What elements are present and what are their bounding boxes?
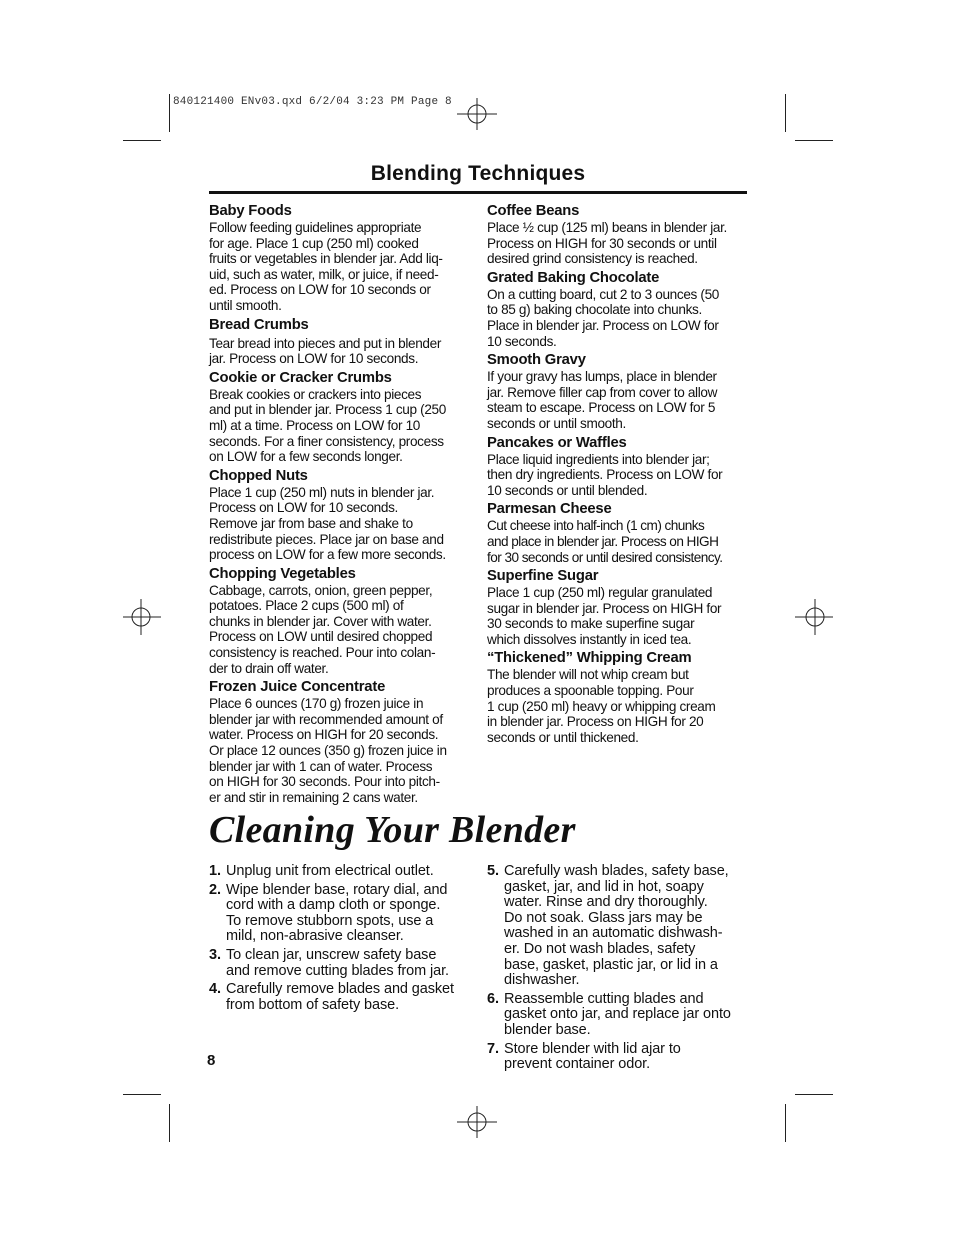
technique-entry — [487, 650, 751, 745]
entry-heading: Baby Foods — [209, 203, 292, 219]
cleaning-step — [487, 1042, 749, 1073]
technique-entry — [487, 435, 751, 499]
step-number: 7. — [487, 1040, 499, 1057]
entry-body: Tear bread into pieces and put in blender jar. Process on LOW for 10 seconds. — [209, 335, 442, 367]
step-text: Unplug unit from electrical outlet. — [226, 863, 434, 879]
step-text: Store blender with lid ajar to prevent container odor. — [504, 1040, 681, 1073]
registration-mark-icon — [123, 597, 161, 637]
technique-entry — [209, 317, 473, 367]
techniques-left-column — [209, 203, 473, 808]
registration-mark-icon — [457, 94, 497, 134]
entry-body: Place ½ cup (125 ml) beans in blender jar. Process on HIGH for 30 seconds or until desired grind consistency is reached. — [487, 220, 727, 267]
step-number: 1. — [209, 863, 221, 879]
entry-heading: Chopped Nuts — [209, 467, 308, 484]
entry-heading: Grated Baking Chocolate — [487, 269, 660, 286]
crop-mark — [123, 140, 161, 141]
cleaning-step — [209, 864, 471, 880]
entry-heading: Superfine Sugar — [487, 568, 599, 585]
technique-entry — [209, 679, 473, 805]
step-number: 5. — [487, 863, 499, 879]
technique-entry — [487, 352, 751, 431]
entry-body: On a cutting board, cut 2 to 3 ounces (50 to 85 g) baking chocolate into chunks. Place in blender jar. Process on LOW for 10 seconds. — [487, 286, 720, 349]
entry-heading: Cookie or Cracker Crumbs — [209, 369, 392, 386]
cleaning-step — [209, 948, 471, 979]
entry-heading: Frozen Juice Concentrate — [209, 679, 386, 696]
cleaning-step — [487, 864, 749, 989]
step-number: 4. — [209, 981, 221, 998]
entry-heading: Pancakes or Waffles — [487, 434, 627, 451]
entry-heading: Smooth Gravy — [487, 352, 586, 369]
entry-body: Place liquid ingredients into blender jar; then dry ingredients. Process on LOW for 10 seconds or until blended. — [487, 451, 723, 498]
step-text: Carefully wash blades, safety base, gasket, jar, and lid in hot, soapy water. Rinse and dry thoroughly. Do not soak. Glass jars may be washed in an automatic dishwash- er. Do not wash blades, safety base, gasket, plastic jar, or lid in a dishwasher. — [504, 863, 729, 989]
crop-mark — [785, 1104, 786, 1142]
crop-mark — [169, 94, 170, 132]
technique-entry — [487, 270, 751, 349]
page-number: 8 — [207, 1052, 216, 1069]
step-number: 3. — [209, 946, 221, 963]
step-text: To clean jar, unscrew safety base and remove cutting blades from jar. — [226, 946, 449, 979]
step-text: Carefully remove blades and gasket from bottom of safety base. — [226, 981, 454, 1013]
step-text: Reassemble cutting blades and gasket onto jar, and replace jar onto blender base. — [504, 990, 731, 1038]
entry-body: Cut cheese into half-inch (1 cm) chunks and place in blender jar. Process on HIGH for 30 seconds or until desired consistency. — [487, 518, 723, 565]
entry-body: The blender will not whip cream but produces a spoonable topping. Pour 1 cup (250 ml) heavy or whipping cream in blender jar. Process on HIGH for 20 seconds or until thickened. — [487, 667, 716, 745]
entry-body: If your gravy has lumps, place in blender jar. Remove filler cap from cover to allow steam to escape. Process on LOW for 5 seconds or until smooth. — [487, 369, 718, 431]
crop-mark — [795, 140, 833, 141]
technique-entry — [209, 370, 473, 465]
crop-mark — [785, 94, 786, 132]
cleaning-step — [209, 883, 471, 945]
cleaning-steps-right — [487, 864, 749, 1076]
technique-entry — [209, 566, 473, 677]
technique-entry — [209, 203, 473, 314]
step-text: Wipe blender base, rotary dial, and cord with a damp cloth or sponge. To remove stubborn spots, use a mild, non-abrasive cleanser. — [226, 881, 448, 945]
entry-heading: Coffee Beans — [487, 203, 580, 219]
entry-heading: “Thickened” Whipping Cream — [487, 650, 692, 667]
cleaning-step — [487, 992, 749, 1039]
entry-body: Follow feeding guidelines appropriate for age. Place 1 cup (250 ml) cooked fruits or vegetables in blender jar. Add liq- uid, such as water, milk, or juice, if need- ed. Process on LOW for 10 seconds or until smooth. — [209, 220, 443, 313]
cleaning-step — [209, 982, 471, 1013]
entry-heading: Parmesan Cheese — [487, 501, 612, 518]
crop-mark — [169, 1104, 170, 1142]
cleaning-steps-left — [209, 864, 471, 1016]
step-number: 6. — [487, 990, 499, 1007]
technique-entry — [487, 203, 751, 267]
registration-mark-icon — [795, 597, 833, 637]
cleaning-title: Cleaning Your Blender — [209, 809, 576, 851]
technique-entry — [487, 568, 751, 647]
entry-body: Place 1 cup (250 ml) regular granulated sugar in blender jar. Process on HIGH for 30 seconds to make superfine sugar which dissolves instantly in iced tea. — [487, 585, 722, 647]
printer-slug: 840121400 ENv03.qxd 6/2/04 3:23 PM Page 8 — [173, 96, 452, 108]
technique-entry — [487, 501, 751, 565]
crop-mark — [123, 1094, 161, 1095]
section-title: Blending Techniques — [370, 162, 586, 185]
entry-body: Cabbage, carrots, onion, green pepper, potatoes. Place 2 cups (500 ml) of chunks in blender jar. Cover with water. Process on LOW until desired chopped consistency is reached. Pour into colan- der to drain off water. — [209, 582, 436, 676]
step-number: 2. — [209, 881, 221, 898]
entry-body: Place 1 cup (250 ml) nuts in blender jar. Process on LOW for 10 seconds. Remove jar from base and shake to redistribute pieces. Place jar on base and process on LOW for a few more seconds. — [209, 484, 446, 563]
entry-body: Place 6 ounces (170 g) frozen juice in blender jar with recommended amount of water. Process on HIGH for 20 seconds. Or place 12 ounces (350 g) frozen juice in blender jar with 1 can of water. Process on HIGH for 30 seconds. Pour into pitch- er and stir in remaining 2 cans water. — [209, 696, 447, 805]
entry-heading: Bread Crumbs — [209, 316, 309, 333]
title-rule — [209, 191, 747, 194]
crop-mark — [795, 1094, 833, 1095]
techniques-right-column — [487, 203, 751, 748]
technique-entry — [209, 468, 473, 563]
entry-body: Break cookies or crackers into pieces and put in blender jar. Process 1 cup (250 ml) at a time. Process on LOW for 10 seconds. For a finer consistency, process on LOW for a few seconds longer. — [209, 386, 446, 465]
registration-mark-icon — [457, 1102, 497, 1142]
entry-heading: Chopping Vegetables — [209, 565, 356, 582]
